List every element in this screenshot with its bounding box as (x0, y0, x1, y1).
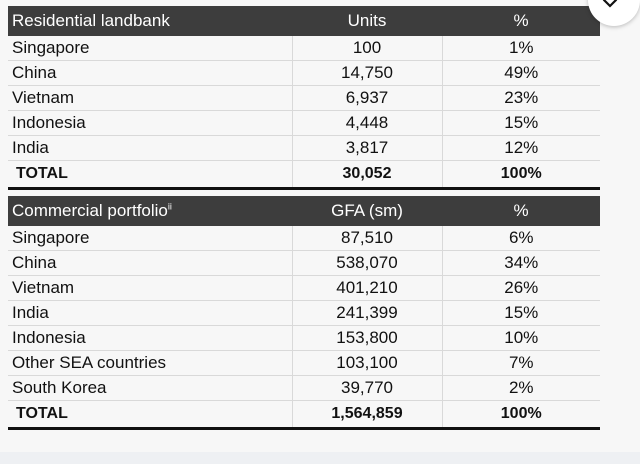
table-row (8, 326, 600, 351)
close-icon (602, 0, 618, 12)
commercial-portfolio-table (8, 196, 600, 427)
row-country: Indonesia (8, 326, 292, 351)
table-row (8, 376, 600, 401)
commercial-total-row (8, 401, 600, 428)
row-percent: 15% (442, 301, 600, 326)
row-units: 6,937 (292, 86, 442, 111)
table-row (8, 36, 600, 61)
commercial-header-label (8, 196, 292, 226)
table-row (8, 111, 600, 136)
table-row (8, 226, 600, 251)
row-percent: 2% (442, 376, 600, 401)
landbank-sheet (8, 6, 600, 430)
table-row (8, 86, 600, 111)
row-country: Indonesia (8, 111, 292, 136)
row-country: Vietnam (8, 276, 292, 301)
row-percent: 34% (442, 251, 600, 276)
row-country: China (8, 61, 292, 86)
row-percent: 7% (442, 351, 600, 376)
residential-header-percent: % (442, 6, 600, 36)
commercial-header-text: Commercial portfolio (12, 201, 168, 220)
row-percent: 23% (442, 86, 600, 111)
total-gfa: 1,564,859 (292, 401, 442, 428)
row-percent: 15% (442, 111, 600, 136)
commercial-header-gfa: GFA (sm) (292, 196, 442, 226)
table-row (8, 251, 600, 276)
table-row (8, 351, 600, 376)
row-units: 3,817 (292, 136, 442, 161)
table-row (8, 276, 600, 301)
row-gfa: 401,210 (292, 276, 442, 301)
row-percent: 49% (442, 61, 600, 86)
row-gfa: 39,770 (292, 376, 442, 401)
row-gfa: 538,070 (292, 251, 442, 276)
residential-total-row (8, 161, 600, 188)
total-percent: 100% (500, 405, 542, 422)
row-percent: 6% (442, 226, 600, 251)
commercial-header-row (8, 196, 600, 226)
total-label: TOTAL (8, 401, 292, 428)
row-gfa: 153,800 (292, 326, 442, 351)
bottom-band (0, 452, 640, 464)
row-country: India (8, 301, 292, 326)
row-units: 100 (292, 36, 442, 61)
row-country: Singapore (8, 226, 292, 251)
row-gfa: 87,510 (292, 226, 442, 251)
table-row (8, 136, 600, 161)
row-gfa: 241,399 (292, 301, 442, 326)
footnote-marker: ii (167, 201, 172, 212)
row-units: 4,448 (292, 111, 442, 136)
residential-landbank-table (8, 6, 600, 187)
row-gfa: 103,100 (292, 351, 442, 376)
total-percent: 100% (500, 165, 542, 182)
row-country: Other SEA countries (8, 351, 292, 376)
table-row (8, 61, 600, 86)
commercial-bottom-rule (8, 427, 600, 430)
commercial-header-percent: % (442, 196, 600, 226)
row-percent: 26% (442, 276, 600, 301)
row-country: South Korea (8, 376, 292, 401)
residential-header-row (8, 6, 600, 36)
total-label: TOTAL (8, 161, 292, 188)
row-country: Singapore (8, 36, 292, 61)
row-country: Vietnam (8, 86, 292, 111)
row-percent: 1% (442, 36, 600, 61)
row-country: India (8, 136, 292, 161)
row-percent: 10% (442, 326, 600, 351)
row-units: 14,750 (292, 61, 442, 86)
total-units: 30,052 (292, 161, 442, 188)
row-percent: 12% (442, 136, 600, 161)
residential-header-label: Residential landbank (8, 6, 292, 36)
table-row (8, 301, 600, 326)
residential-header-units: Units (292, 6, 442, 36)
row-country: China (8, 251, 292, 276)
